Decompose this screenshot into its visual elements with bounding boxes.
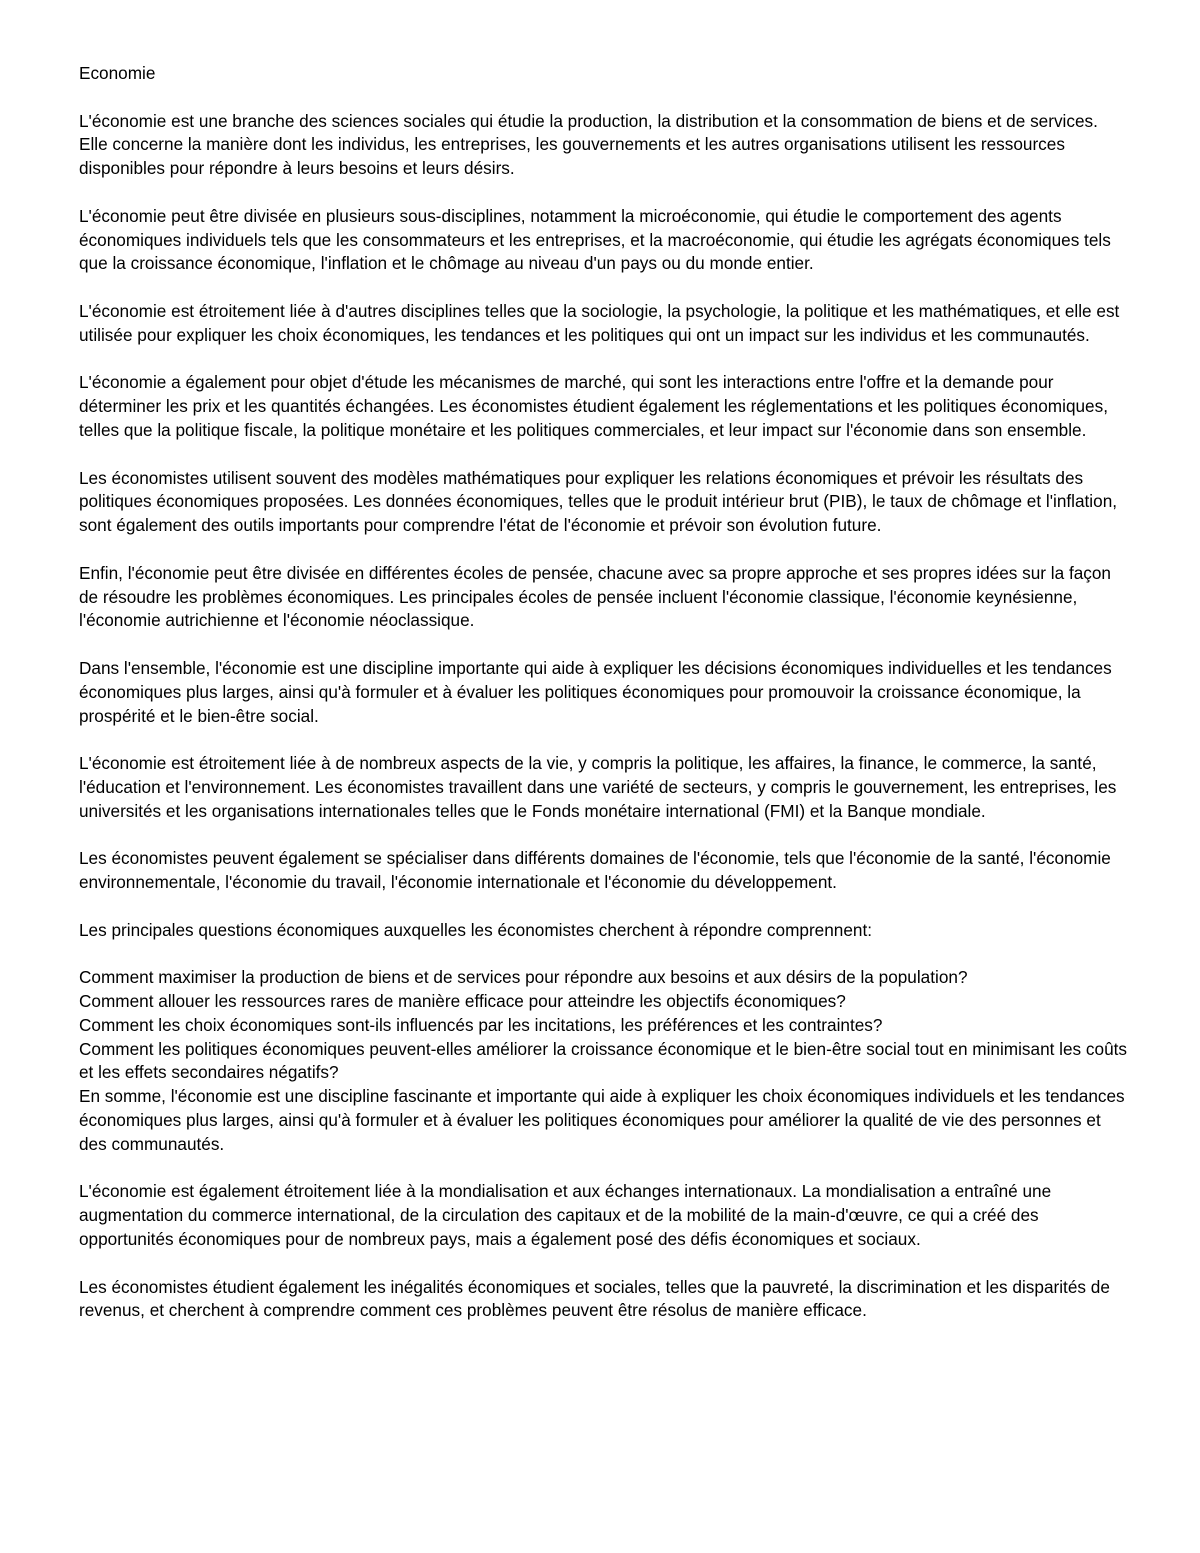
paragraph-5: Les économistes utilisent souvent des modèles mathématiques pour expliquer les relations économiques et prévoir les résultats des politiques économiques proposées. Les données économiques, telles que le produit intérieur brut (PIB), le taux de chômage et l'inflation, sont également des outils importants pour comprendre l'état de l'économie et prévoir son évolution future. <box>79 467 1118 536</box>
question-2: Comment allouer les ressources rares de manière efficace pour atteindre les objectifs économiques? <box>79 991 846 1012</box>
questions-block <box>79 966 1129 1156</box>
question-4: Comment les politiques économiques peuvent-elles améliorer la croissance économique et le bien-être social tout en minimisant les coûts et les effets secondaires négatifs? <box>79 1038 1128 1083</box>
paragraph-2: L'économie peut être divisée en plusieurs sous-disciplines, notamment la microéconomie, qui étudie le comportement des agents économiques individuels tels que les consommateurs et les entreprises, et la macroéconomie, qui étudie les agrégats économiques tels que la croissance économique, l'inflation et le chômage au niveau d'un pays ou du monde entier. <box>79 205 1111 274</box>
paragraph-1: L'économie est une branche des sciences sociales qui étudie la production, la distribution et la consommation de biens et de services. Elle concerne la manière dont les individus, les entreprises, les gouvernements et les autres organisations utilisent les ressources disponibles pour répondre à leurs besoins et leurs désirs. <box>79 110 1098 179</box>
paragraph-6: Enfin, l'économie peut être divisée en différentes écoles de pensée, chacune avec sa propre approche et ses propres idées sur la façon de résoudre les problèmes économiques. Les principales écoles de pensée incluent l'économie classique, l'économie keynésienne, l'économie autrichienne et l'économie néoclassique. <box>79 562 1111 631</box>
paragraph-7: Dans l'ensemble, l'économie est une discipline importante qui aide à expliquer les décisions économiques individuelles et les tendances économiques plus larges, ainsi qu'à formuler et à évaluer les politiques économiques pour promouvoir la croissance économique, la prospérité et le bien-être social. <box>79 657 1112 726</box>
question-1: Comment maximiser la production de biens et de services pour répondre aux besoins et aux désirs de la population? <box>79 967 968 988</box>
question-3: Comment les choix économiques sont-ils influencés par les incitations, les préférences et les contraintes? <box>79 1014 883 1035</box>
paragraph-9: Les économistes peuvent également se spécialiser dans différents domaines de l'économie, tels que l'économie de la santé, l'économie environnementale, l'économie du travail, l'économie internationale et l'économie du développement. <box>79 848 1111 893</box>
document-title: Economie <box>79 63 156 83</box>
paragraph-4: L'économie a également pour objet d'étude les mécanismes de marché, qui sont les interactions entre l'offre et la demande pour déterminer les prix et les quantités échangées. Les économistes étudient également les réglementations et les politiques économiques, telles que la politique fiscale, la politique monétaire et les politiques commerciales, et leur impact sur l'économie dans son ensemble. <box>79 372 1108 440</box>
paragraph-11: L'économie est également étroitement liée à la mondialisation et aux échanges internationaux. La mondialisation a entraîné une augmentation du commerce international, de la circulation des capitaux et de la mobilité de la main-d'œuvre, ce qui a créé des opportunités économiques pour de nombreux pays, mais a également posé des défis économiques et sociaux. <box>79 1181 1052 1250</box>
paragraph-3: L'économie est étroitement liée à d'autres disciplines telles que la sociologie, la psychologie, la politique et les mathématiques, et elle est utilisée pour expliquer les choix économiques, les tendances et les politiques qui ont un impact sur les individus et les communautés. <box>79 300 1120 345</box>
paragraph-8: L'économie est étroitement liée à de nombreux aspects de la vie, y compris la politique, les affaires, la finance, le commerce, la santé, l'éducation et l'environnement. Les économistes travaillent dans une variété de secteurs, y compris le gouvernement, les entreprises, les universités et les organisations internationales telles que le Fonds monétaire international (FMI) et la Banque mondiale. <box>79 753 1117 821</box>
summary-line: En somme, l'économie est une discipline fascinante et importante qui aide à expliquer les choix économiques individuels et les tendances économiques plus larges, ainsi qu'à formuler et à évaluer les politiques économiques pour améliorer la qualité de vie des personnes et des communautés. <box>79 1086 1125 1154</box>
document-page <box>79 62 1129 1347</box>
paragraph-10: Les principales questions économiques auxquelles les économistes cherchent à répondre comprennent: <box>79 919 873 940</box>
paragraph-12: Les économistes étudient également les inégalités économiques et sociales, telles que la pauvreté, la discrimination et les disparités de revenus, et cherchent à comprendre comment ces problèmes peuvent être résolus de manière efficace. <box>79 1276 1110 1321</box>
